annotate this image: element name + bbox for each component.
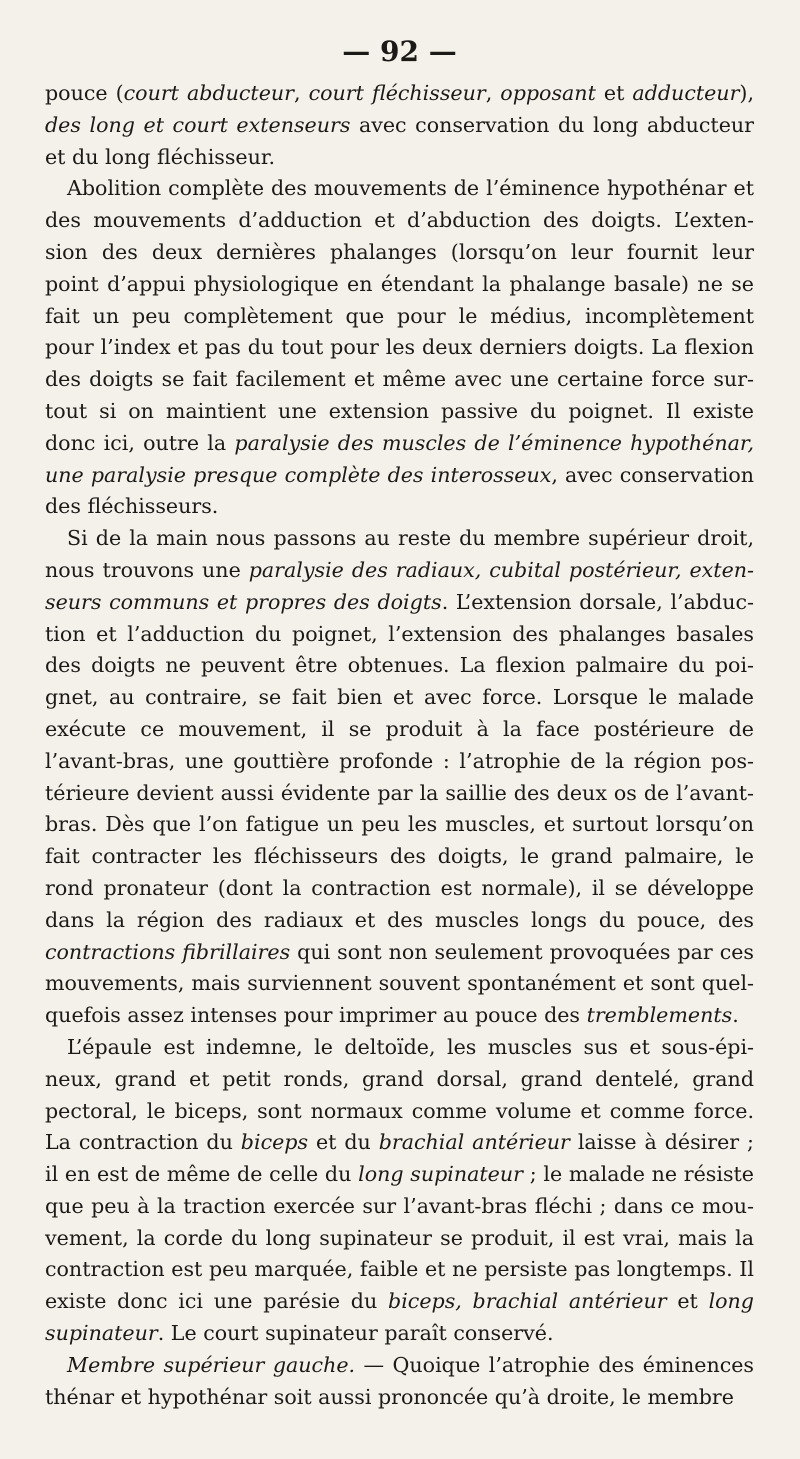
text-run: pouce ( <box>45 81 124 105</box>
text-run: et <box>666 1289 709 1314</box>
text-run: Abolition complète des mouvements de l’éminence hypothénar et des mouvements d’adduction et d’abduction des doigts. L’exten-sion des deux dernières phalanges (lorsqu’on leur fournit leur point d’appui physiologique en étendant la phalange basale) ne se fait un peu complètement que pour le médius, incomplètement pour l’index et pas du tout pour les deux derniers doigts. La flexion des doigts se fait facilement et même avec une certaine force sur-tout si on maintient une extension passive du poignet. Il existe donc ici, outre la <box>45 176 754 455</box>
page-number: — 92 — <box>342 35 457 68</box>
italic-text: biceps, brachial antérieur <box>388 1289 667 1314</box>
text-run: et du <box>308 1130 379 1155</box>
text-run: ), <box>739 81 755 105</box>
text-run: qui sont non seulement provoquées par ces mouvements, mais surviennent souvent spontanément et sont quel-quefois assez intenses pour imprimer au pouce des <box>45 939 754 1028</box>
italic-text: court fléchisseur <box>308 81 486 105</box>
text-run: L’épaule est indemne, le deltoïde, les muscles sus et sous-épi-neux, grand et petit ronds, grand dorsal, grand dentelé, grand pectoral, le biceps, sont normaux comme volume et comme force. La contraction du <box>45 1034 754 1155</box>
body-text <box>45 78 754 1413</box>
italic-text: court abducteur <box>123 81 295 105</box>
paragraph <box>45 1350 754 1414</box>
text-run: . Le court supinateur paraît conservé. <box>157 1321 554 1346</box>
italic-text: long supinateur <box>358 1162 523 1187</box>
text-run: Si de la main nous passons au reste du membre supérieur droit, nous trouvons une <box>45 526 754 582</box>
italic-text: brachial antérieur <box>378 1130 570 1155</box>
italic-text: opposant <box>500 81 596 105</box>
italic-text: tremblements <box>586 1003 733 1028</box>
paragraph <box>45 173 754 523</box>
text-run: , <box>294 81 309 105</box>
paragraph <box>45 1032 754 1350</box>
text-run: laisse à désirer ; il en est de même de celle du <box>45 1130 754 1187</box>
text-run: et <box>595 81 633 105</box>
text-run: avec conservation du long abducteur et du long fléchisseur. <box>45 112 754 169</box>
paragraph <box>45 523 754 1032</box>
text-run: — Quoique l’atrophie des éminences thénar et hypothénar soit aussi prononcée qu’à droite, le membre <box>45 1352 755 1409</box>
italic-text: adducteur <box>632 81 740 105</box>
italic-text: Membre supérieur gauche. <box>67 1352 356 1377</box>
text-run: . <box>732 1003 739 1028</box>
text-run: , <box>485 81 501 105</box>
italic-text: paralysie des radiaux, cubital postérieur, exten-seurs communs et propres des doigts <box>45 557 754 614</box>
italic-text: paralysie des muscles de l’éminence hypothénar, une paralysie presque complète des interosseux <box>45 430 754 487</box>
italic-text: long supinateur <box>45 1289 754 1346</box>
text-run: . L’extension dorsale, l’abduc-tion et l’adduction du poignet, l’extension des phalanges basales des doigts ne peuvent être obtenues. La flexion palmaire du poi-gnet, au contraire, se fait bien et avec force. Lorsque le malade exécute ce mouvement, il se produit à la face postérieure de l’avant-bras, une gouttière profonde : l’atrophie de la région pos-térieure devient aussi évidente par la saillie des deux os de l’avant-bras. Dès que l’on fatigue un peu les muscles, et surtout lorsqu’on fait contracter les fléchisseurs des doigts, le grand palmaire, le rond pronateur (dont la contraction est normale), il se développe dans la région des radiaux et des muscles longs du pouce, des <box>45 589 754 932</box>
text-run: ; le malade ne résiste que peu à la traction exercée sur l’avant-bras fléchi ; dans ce mou-vement, la corde du long supinateur se produit, il est vrai, mais la contraction est peu marquée, faible et ne persiste pas longtemps. Il existe donc ici une parésie du <box>45 1162 754 1314</box>
italic-text: des long et court extenseurs <box>45 112 351 137</box>
text-run: , avec conservation des fléchisseurs. <box>45 462 754 519</box>
paragraph <box>45 78 754 173</box>
italic-text: contractions fibrillaires <box>45 939 291 964</box>
italic-text: biceps <box>240 1130 309 1155</box>
